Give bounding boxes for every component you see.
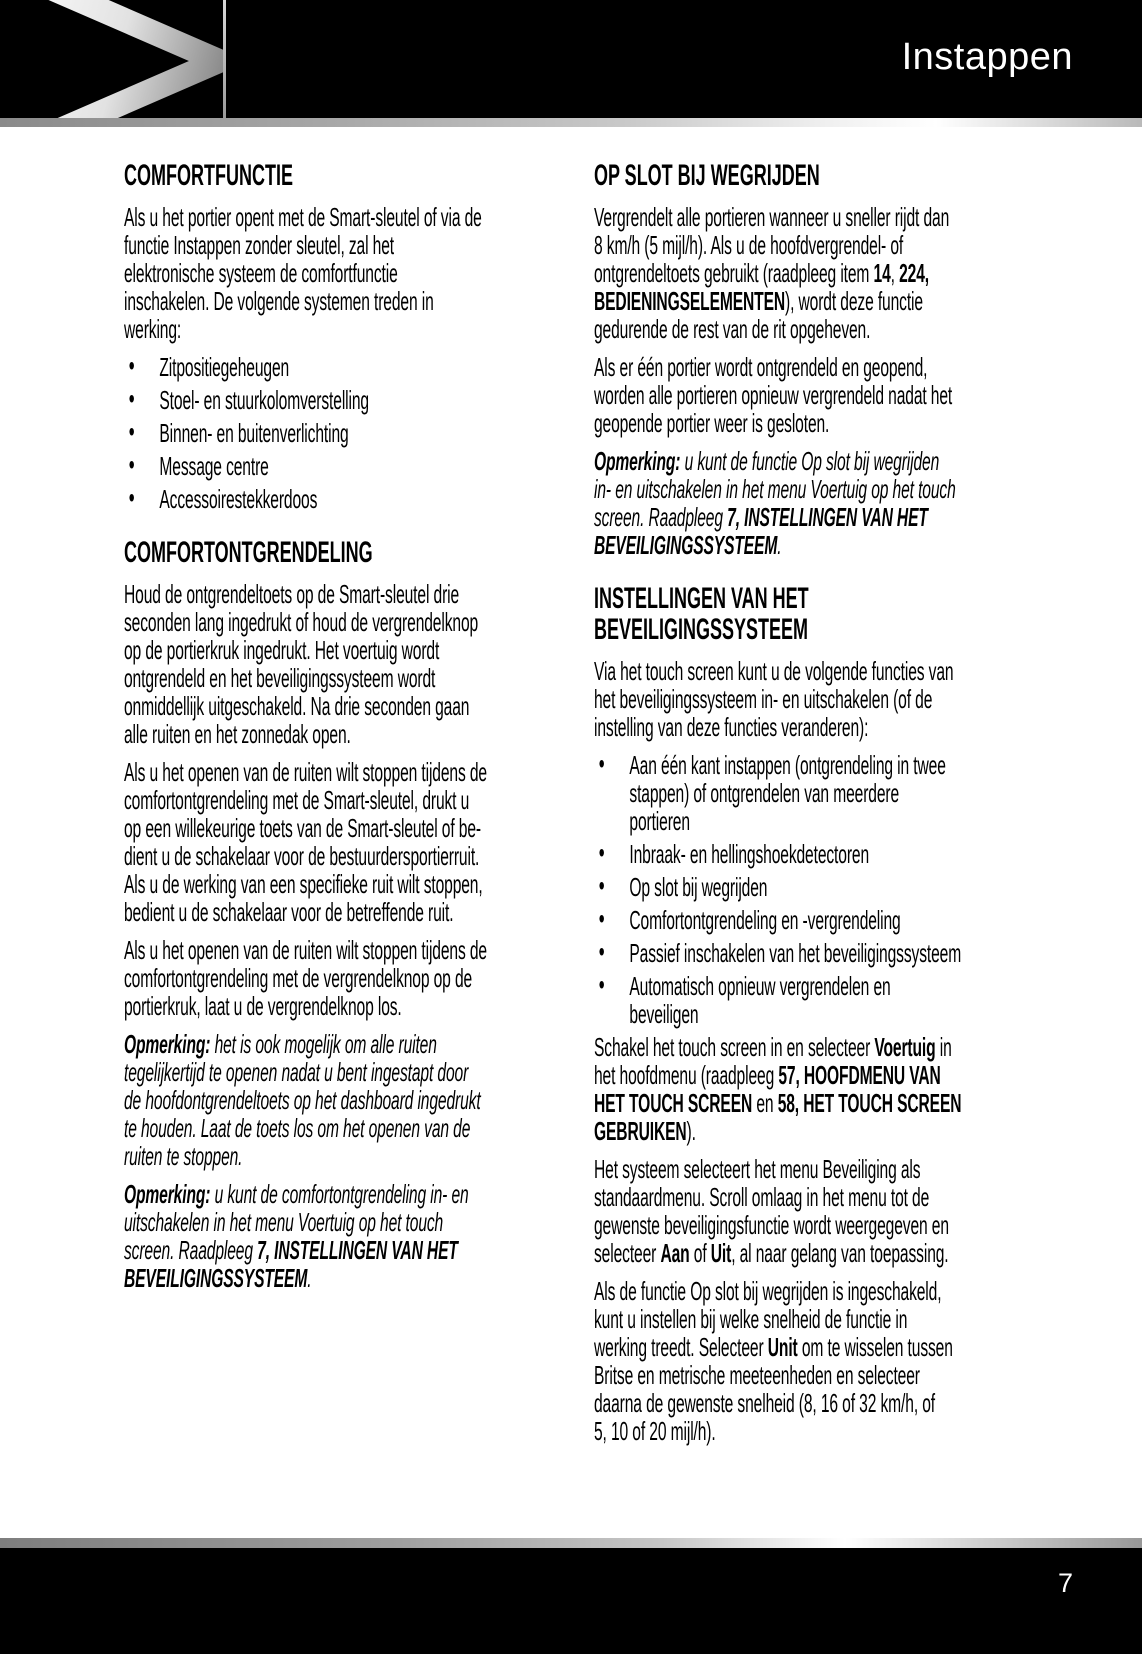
bold-text-segment: Uit	[710, 1238, 732, 1268]
body-paragraph	[594, 353, 1018, 437]
right-column-text	[594, 160, 1018, 1445]
left-column-text	[124, 160, 557, 1292]
section-heading: COMFORTONTGRENDELING	[124, 536, 373, 569]
bullet-item: • Automatisch opnieuw vergrendelen en beveiligen	[594, 972, 1018, 1028]
bold-text-segment: 57, HOOFDMENU VAN HET TOUCH SCREEN	[594, 1060, 941, 1118]
body-paragraph	[594, 203, 1018, 343]
text-segment: Via het touch screen kunt u de volgende functies van het beveiligingssysteem in- en uitschakelen (of de instelling van deze functies veranderen):	[594, 656, 954, 742]
page-number: 7	[1057, 1568, 1073, 1598]
body-paragraph	[124, 580, 557, 748]
body-paragraph	[594, 1155, 1018, 1267]
text-segment: ).	[686, 1116, 696, 1146]
bold-text-segment: Opmerking:	[124, 1179, 211, 1209]
text-segment: en	[752, 1088, 778, 1118]
page-header	[0, 0, 1142, 118]
bold-text-segment: Aan	[660, 1238, 690, 1268]
bullet-item: • Inbraak- en hellingshoekdetectoren	[594, 840, 1018, 868]
bold-text-segment: 14	[873, 258, 891, 288]
header-divider-rule	[0, 118, 1142, 127]
text-segment: of	[689, 1238, 711, 1268]
page-footer	[0, 1538, 1142, 1654]
text-segment: Het systeem selecteert het menu Beveiliging als standaardmenu. Scroll omlaag in het menu tot de gewenste beveiligingsfunctie wordt weergegeven en selecteer	[594, 1154, 949, 1268]
bullet-item: • Op slot bij wegrijden	[594, 873, 1018, 901]
text-segment: in het hoofdmenu (raadpleeg	[594, 1032, 952, 1090]
text-segment: Houd de ontgrendeltoets op de Smart-sleutel drie seconden lang ingedrukt of houd de vergrendelknop op de portierkruk ingedrukt. Het voertuig wordt ontgrendeld en het beveiligingssysteem wordt onmiddellijk uitgeschakeld. Na drie seconden gaan alle ruiten en het zonnedak open.	[124, 579, 479, 749]
bold-text-segment: Opmerking:	[594, 446, 681, 476]
bullet-item: • Message centre	[124, 452, 557, 480]
text-segment: Als de functie Op slot bij wegrijden is ingeschakeld, kunt u instellen bij welke snelheid de functie in werking treedt. Selecteer	[594, 1276, 942, 1362]
text-segment: u kunt de functie Op slot bij wegrijden in- en uitschakelen in het menu Voertuig op het touch screen. Raadpleeg	[594, 446, 956, 532]
text-segment: ), wordt deze functie gedurende de rest van de rit opgeheven.	[594, 286, 923, 344]
body-paragraph	[594, 657, 1018, 741]
bold-text-segment: 224, BEDIENINGSELEMENTEN	[594, 258, 929, 316]
page-content	[0, 127, 1142, 1455]
text-segment: om te wisselen tussen Britse en metrische meeteenheden en selecteer daarna de gewenste snelheid (8, 16 of 32 km/h, of 5, 10 of 20 mijl/h).	[594, 1332, 953, 1446]
section-heading: COMFORTFUNCTIE	[124, 159, 293, 192]
text-segment: Als u het openen van de ruiten wilt stoppen tijdens de comfortontgrendeling met de Smart-sleutel, drukt u op een willekeurige toets van de Smart-sleutel of be- dient u de schakelaar voor de bestuurdersportierruit. Als u de werking van een specifieke ruit wilt stoppen, bedient u de schakelaar voor de betreffende ruit.	[124, 757, 487, 927]
bold-text-segment: Opmerking:	[124, 1029, 211, 1059]
bullet-list	[594, 751, 1018, 1028]
bullet-item: • Binnen- en buitenverlichting	[124, 419, 557, 447]
note-paragraph	[594, 447, 1018, 559]
text-segment: , al naar gelang van toepassing.	[731, 1238, 949, 1268]
left-column	[124, 160, 557, 1455]
text-segment: .	[777, 530, 782, 560]
bullet-list	[124, 353, 557, 513]
bullet-item: • Comfortontgrendeling en -vergrendeling	[594, 906, 1018, 934]
bullet-item: • Accessoirestekkerdoos	[124, 485, 557, 513]
note-paragraph	[124, 1180, 557, 1292]
chevron-right-logo-icon	[0, 0, 226, 118]
body-paragraph	[124, 758, 557, 926]
body-paragraph	[124, 203, 557, 343]
section-heading: OP SLOT BIJ WEGRIJDEN	[594, 159, 820, 192]
bold-text-segment: 7, INSTELLINGEN VAN HET BEVEILIGINGSSYSTEEM	[124, 1235, 458, 1293]
text-segment: Schakel het touch screen in en selecteer	[594, 1032, 875, 1062]
text-segment: .	[307, 1263, 312, 1293]
bullet-item: • Passief inschakelen van het beveiligingssysteem	[594, 939, 1018, 967]
section-heading: INSTELLINGEN VAN HET BEVEILIGINGSSYSTEEM	[594, 582, 809, 646]
bold-text-segment: Unit	[767, 1332, 798, 1362]
body-paragraph	[124, 936, 557, 1020]
text-segment: ,	[890, 258, 900, 288]
bold-text-segment: Voertuig	[874, 1032, 936, 1062]
text-segment: u kunt de comfortontgrendeling in- en uitschakelen in het menu Voertuig op het touch screen. Raadpleeg	[124, 1179, 469, 1265]
footer-divider-rule	[0, 1538, 1142, 1548]
bullet-item: • Aan één kant instappen (ontgrendeling in twee stappen) of ontgrendelen van meerdere portieren	[594, 751, 1018, 835]
body-paragraph	[594, 1033, 1018, 1145]
text-segment: het is ook mogelijk om alle ruiten tegelijkertijd te openen nadat u bent ingestapt door de hoofdontgrendeltoets op het dashboard ingedrukt te houden. Laat de toets los om het openen van de ruiten te stoppen.	[124, 1029, 481, 1171]
note-paragraph	[124, 1030, 557, 1170]
body-paragraph	[594, 1277, 1018, 1445]
text-segment: Als u het portier opent met de Smart-sleutel of via de functie Instappen zonder sleutel, zal het elektronische systeem de comfortfunctie inschakelen. De volgende systemen treden in werking:	[124, 202, 482, 344]
text-segment: Vergrendelt alle portieren wanneer u sneller rijdt dan 8 km/h (5 mijl/h). Als u de hoofdvergrendel- of ontgrendeltoets gebruikt (raadpleeg item	[594, 202, 950, 288]
bold-text-segment: 7, INSTELLINGEN VAN HET BEVEILIGINGSSYSTEEM	[594, 502, 928, 560]
bullet-item: • Zitpositiegeheugen	[124, 353, 557, 381]
bullet-item: • Stoel- en stuurkolomverstelling	[124, 386, 557, 414]
page-title: Instappen	[901, 36, 1073, 78]
text-segment: Als u het openen van de ruiten wilt stoppen tijdens de comfortontgrendeling met de vergrendelknop op de portierkruk, laat u de vergrendelknop los.	[124, 935, 487, 1021]
bold-text-segment: 58, HET TOUCH SCREEN GEBRUIKEN	[594, 1088, 962, 1146]
footer-bar	[0, 1548, 1142, 1654]
text-segment: Als er één portier wordt ontgrendeld en geopend, worden alle portieren opnieuw vergrendeld nadat het geopende portier weer is gesloten.	[594, 352, 953, 438]
right-column	[594, 160, 1018, 1455]
